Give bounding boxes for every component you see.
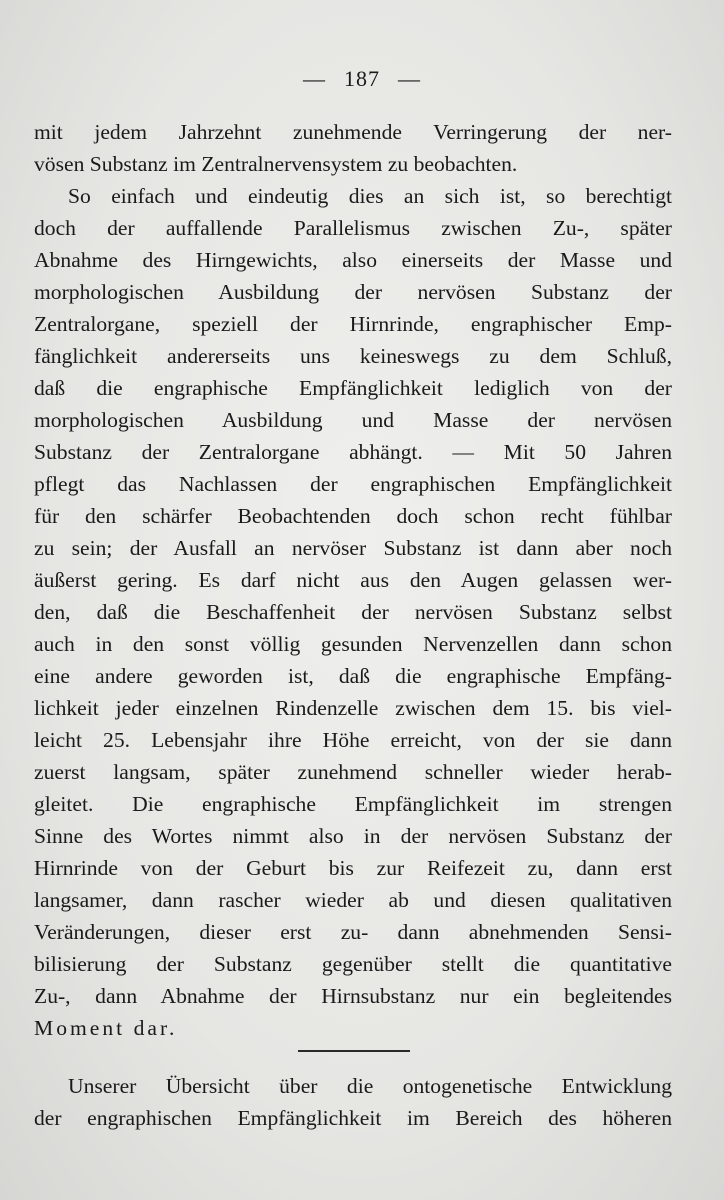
text-line: eine andere geworden ist, daß die engraphische Empfäng- <box>34 664 672 688</box>
text-line: der engraphischen Empfänglichkeit im Bereich des höheren <box>34 1106 672 1130</box>
text-line: daß die engraphische Empfänglichkeit lediglich von der <box>34 376 672 400</box>
text-line: bilisierung der Substanz gegenüber stellt die quantitative <box>34 952 672 976</box>
text-line: doch der auffallende Parallelismus zwischen Zu-, später <box>34 216 672 240</box>
text-line: morphologischen Ausbildung der nervösen Substanz der <box>34 280 672 304</box>
text-line: Veränderungen, dieser erst zu- dann abnehmenden Sensi- <box>34 920 672 944</box>
text-line: Abnahme des Hirngewichts, also einerseits der Masse und <box>34 248 672 272</box>
text-line: langsamer, dann rascher wieder ab und diesen qualitativen <box>34 888 672 912</box>
text-line: auch in den sonst völlig gesunden Nervenzellen dann schon <box>34 632 672 656</box>
text-line: lichkeit jeder einzelnen Rindenzelle zwischen dem 15. bis viel- <box>34 696 672 720</box>
text-line: zu sein; der Ausfall an nervöser Substanz ist dann aber noch <box>34 536 672 560</box>
text-line: Zu-, dann Abnahme der Hirnsubstanz nur ein begleitendes <box>34 984 672 1008</box>
text-line: gleitet. Die engraphische Empfänglichkeit im strengen <box>34 792 672 816</box>
text-line: den, daß die Beschaffenheit der nervösen Substanz selbst <box>34 600 672 624</box>
text-line: vösen Substanz im Zentralnervensystem zu beobachten. <box>34 152 518 176</box>
text-line: Hirnrinde von der Geburt bis zur Reifezeit zu, dann erst <box>34 856 672 880</box>
text-line: Zentralorgane, speziell der Hirnrinde, engraphischer Emp- <box>34 312 672 336</box>
page-number-dash-left: — <box>303 66 326 91</box>
text-line: Sinne des Wortes nimmt also in der nervösen Substanz der <box>34 824 672 848</box>
text-line: zuerst langsam, später zunehmend schneller wieder herab- <box>34 760 672 784</box>
page-number-header <box>0 66 724 92</box>
text-line: für den schärfer Beobachtenden doch schon recht fühlbar <box>34 504 672 528</box>
text-line: äußerst gering. Es darf nicht aus den Augen gelassen wer- <box>34 568 672 592</box>
text-line: morphologischen Ausbildung und Masse der nervösen <box>34 408 672 432</box>
page-number-dash-right: — <box>398 66 421 91</box>
page-number: 187 <box>344 66 380 91</box>
text-line: So einfach und eindeutig dies an sich ist, so berechtigt <box>68 184 672 208</box>
text-line: mit jedem Jahrzehnt zunehmende Verringerung der ner- <box>34 120 672 144</box>
text-line: leicht 25. Lebensjahr ihre Höhe erreicht, von der sie dann <box>34 728 672 752</box>
text-line: Unserer Übersicht über die ontogenetische Entwicklung <box>68 1074 672 1098</box>
text-line: fänglichkeit andererseits uns keineswegs zu dem Schluß, <box>34 344 672 368</box>
section-divider <box>298 1050 410 1052</box>
text-line: Moment dar. <box>34 1016 178 1040</box>
text-line: Substanz der Zentralorgane abhängt. — Mit 50 Jahren <box>34 440 672 464</box>
text-line: pflegt das Nachlassen der engraphischen Empfänglichkeit <box>34 472 672 496</box>
